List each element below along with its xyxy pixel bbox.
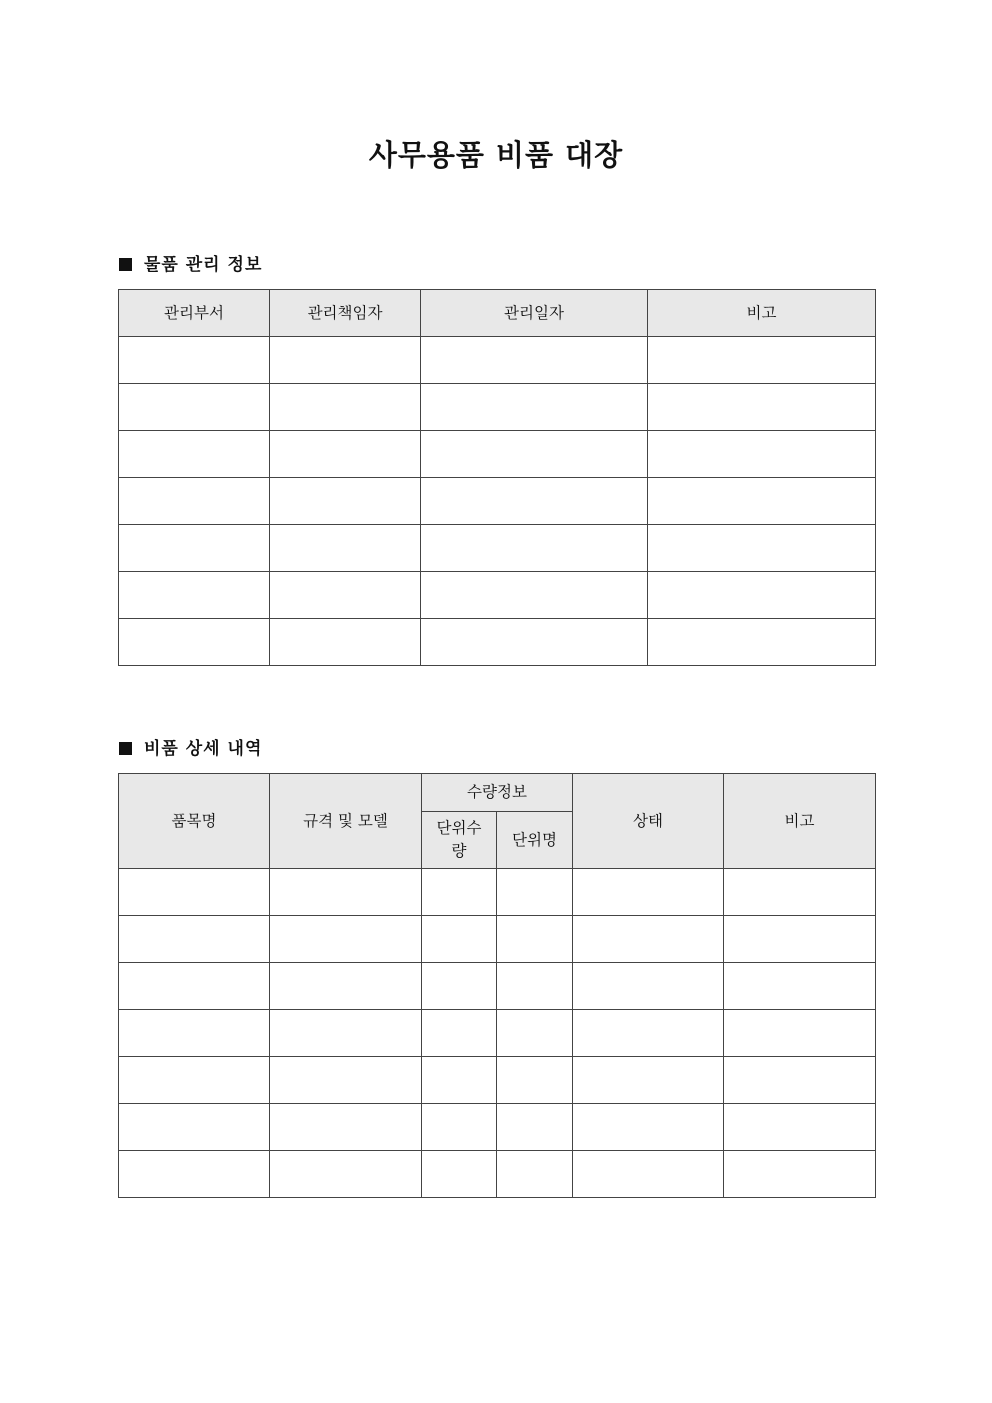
table-cell[interactable]: [119, 619, 270, 666]
column-header-status: 상태: [573, 774, 724, 869]
table-cell[interactable]: [648, 337, 876, 384]
table-row: [119, 572, 876, 619]
table-cell[interactable]: [270, 916, 422, 963]
table-cell[interactable]: [119, 1057, 270, 1104]
table-cell[interactable]: [422, 1151, 497, 1198]
table-cell[interactable]: [119, 337, 270, 384]
table-row: [119, 478, 876, 525]
table-cell[interactable]: [421, 478, 648, 525]
table-row: [119, 1010, 876, 1057]
table-cell[interactable]: [573, 1010, 724, 1057]
management-section-title: 물품 관리 정보: [144, 255, 263, 275]
table-row: [119, 384, 876, 431]
table-row: [119, 1057, 876, 1104]
table-cell[interactable]: [422, 1104, 497, 1151]
table-cell[interactable]: [497, 1104, 573, 1151]
column-header-manager: 관리책임자: [270, 290, 421, 337]
table-cell[interactable]: [270, 431, 421, 478]
table-row: [119, 337, 876, 384]
table-cell[interactable]: [119, 1010, 270, 1057]
detail-header-row: [119, 774, 876, 812]
table-row: [119, 525, 876, 572]
table-cell[interactable]: [497, 869, 573, 916]
management-header-row: [119, 290, 876, 337]
table-cell[interactable]: [648, 384, 876, 431]
table-cell[interactable]: [270, 478, 421, 525]
table-cell[interactable]: [119, 916, 270, 963]
column-header-unit-name: 단위명: [497, 812, 573, 869]
table-cell[interactable]: [648, 572, 876, 619]
page-title: 사무용품 비품 대장: [368, 138, 624, 172]
table-cell[interactable]: [421, 619, 648, 666]
table-cell[interactable]: [573, 1151, 724, 1198]
table-cell[interactable]: [119, 572, 270, 619]
table-cell[interactable]: [270, 337, 421, 384]
table-cell[interactable]: [497, 963, 573, 1010]
table-cell[interactable]: [724, 1010, 876, 1057]
table-cell[interactable]: [422, 916, 497, 963]
table-cell[interactable]: [270, 619, 421, 666]
table-cell[interactable]: [724, 1057, 876, 1104]
table-cell[interactable]: [573, 963, 724, 1010]
table-cell[interactable]: [422, 963, 497, 1010]
column-header-unit-quantity: [422, 812, 497, 869]
square-bullet-icon: [119, 742, 132, 755]
table-cell[interactable]: [497, 916, 573, 963]
table-cell[interactable]: [422, 869, 497, 916]
table-cell[interactable]: [119, 431, 270, 478]
table-cell[interactable]: [573, 869, 724, 916]
equipment-detail-table: [118, 773, 876, 1198]
unit-quantity-label: 단위수량: [436, 819, 482, 860]
table-cell[interactable]: [421, 431, 648, 478]
column-header-quantity-info: 수량정보: [422, 774, 573, 812]
table-cell[interactable]: [421, 384, 648, 431]
table-cell[interactable]: [270, 963, 422, 1010]
column-header-department: 관리부서: [119, 290, 270, 337]
table-cell[interactable]: [648, 431, 876, 478]
table-cell[interactable]: [270, 1104, 422, 1151]
table-cell[interactable]: [421, 525, 648, 572]
table-row: [119, 963, 876, 1010]
table-cell[interactable]: [724, 963, 876, 1010]
table-cell[interactable]: [573, 916, 724, 963]
table-cell[interactable]: [119, 1151, 270, 1198]
table-cell[interactable]: [724, 916, 876, 963]
table-cell[interactable]: [270, 525, 421, 572]
table-cell[interactable]: [648, 478, 876, 525]
table-cell[interactable]: [119, 478, 270, 525]
table-cell[interactable]: [573, 1104, 724, 1151]
column-header-item-name: 품목명: [119, 774, 270, 869]
detail-section-heading: [119, 737, 262, 761]
table-cell[interactable]: [119, 869, 270, 916]
table-cell[interactable]: [270, 1057, 422, 1104]
table-cell[interactable]: [270, 572, 421, 619]
square-bullet-icon: [119, 258, 132, 271]
column-header-remarks: 비고: [724, 774, 876, 869]
table-cell[interactable]: [270, 384, 421, 431]
table-cell[interactable]: [422, 1010, 497, 1057]
table-row: [119, 869, 876, 916]
management-info-table: [118, 289, 876, 666]
table-cell[interactable]: [270, 1151, 422, 1198]
table-cell[interactable]: [497, 1151, 573, 1198]
table-row: [119, 619, 876, 666]
table-row: [119, 1104, 876, 1151]
table-row: [119, 916, 876, 963]
column-header-spec-model: 규격 및 모델: [270, 774, 422, 869]
detail-section-title: 비품 상세 내역: [144, 739, 263, 759]
table-cell[interactable]: [648, 619, 876, 666]
table-cell[interactable]: [270, 869, 422, 916]
table-cell[interactable]: [724, 1104, 876, 1151]
table-cell[interactable]: [270, 1010, 422, 1057]
column-header-management-date: 관리일자: [421, 290, 648, 337]
table-cell[interactable]: [724, 1151, 876, 1198]
column-header-remarks: 비고: [648, 290, 876, 337]
table-cell[interactable]: [119, 525, 270, 572]
table-cell[interactable]: [119, 1104, 270, 1151]
table-cell[interactable]: [119, 384, 270, 431]
table-row: [119, 1151, 876, 1198]
table-cell[interactable]: [497, 1010, 573, 1057]
table-row: [119, 431, 876, 478]
table-cell[interactable]: [573, 1057, 724, 1104]
table-cell[interactable]: [422, 1057, 497, 1104]
table-cell[interactable]: [119, 963, 270, 1010]
table-cell[interactable]: [421, 337, 648, 384]
table-cell[interactable]: [421, 572, 648, 619]
table-cell[interactable]: [724, 869, 876, 916]
table-cell[interactable]: [648, 525, 876, 572]
table-cell[interactable]: [497, 1057, 573, 1104]
management-section-heading: [119, 253, 262, 277]
